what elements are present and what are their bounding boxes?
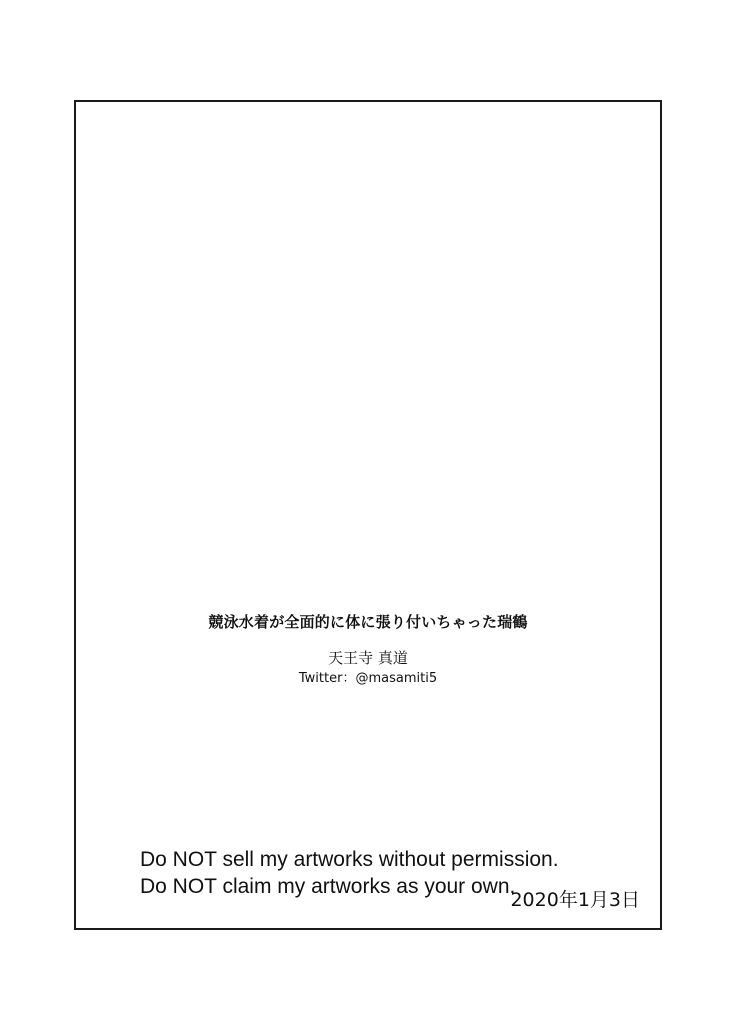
work-title: 競泳水着が全面的に体に張り付いちゃった瑞鶴 — [208, 613, 528, 631]
usage-notice — [140, 847, 559, 901]
twitter-handle: Twitter：@masamiti5 — [298, 670, 438, 686]
author-name: 天王寺 真道 — [328, 649, 408, 667]
publication-date: 2020年1月3日 — [510, 889, 640, 911]
credits-block — [76, 612, 660, 687]
colophon-frame — [74, 100, 662, 930]
notice-line-2: Do NOT claim my artworks as your own. — [140, 874, 516, 898]
notice-line-1: Do NOT sell my artworks without permission. — [140, 848, 559, 871]
